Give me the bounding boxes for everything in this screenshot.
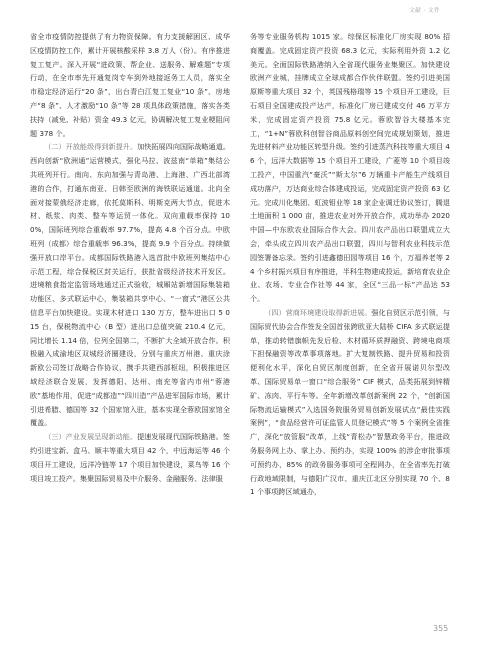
paragraph: 务等专业服务机构 1015 家。综保区标准化厂房实现 80% 招商覆盖。完成固定资产投资 68.3 亿元，实际利用外资 1.2 亿美元。全面国际铁路港纳入全省现代服务业集聚区。加快建设欧洲产业城，挂牌成立全球成都合作伙伴联盟。签约引进美国原斯等重大项目 32 个，英国残格瑞等 15 个项目开工建设，巨石项目全国建成投产达产，标准化厂房已建成交付 46 万平方米，完成固定资产投资 75.8 亿元。蓉欧智谷大楼基本完工，“1+N”蓉欧科创智谷商品原料创空间完成规划策划，推进先进材料产业功能区转型升级。签约引进蒸汽科技等重大项目 46 个，远洋大数据等 15 个项目开工建设，广菱等 10 个项目竣工投产，中国重汽“豪沃”“斯太尔”6 万辆重卡产能生产线项目成功落户，万达商业综合体建成投运，完成固定资产投资 63 亿元。完成川化集团、虹波钼业等 18 家企业调迁协议签订，腾退土地面积 1 000 亩，推进农业对外开放合作，成功举办 2020 中国—中东欧农业国际合作大会。四川农产品出口联盟成立大会，牵头成立四川农产品出口联盟，四川与智利农业科技示范园签署备忘录。签约引进鑫德田园等项目 16 个，万福养老等 24 个乡村振兴项目有序推进，半科生物建成投运，新培育农业企业、农场、专业合作社等 44 家，全区“三品一标”产品达 53 个。	[250, 32, 450, 304]
section-heading: （三）产业发展呈现新动能。	[44, 432, 138, 442]
section-heading: （四）营商环境建设取得新进展。	[264, 307, 372, 317]
section-body: 提速发展现代国际铁路港。签约引进宝新、盒马、顺丰等重大项目 42 个，中远海运等 46 个项目开工建设，远洋冷链等 17 个项目加快建设，菜鸟等 16 个项目竣工投产。集聚国际贸易及中介服务、金融服务、法律服	[30, 432, 230, 483]
article-body	[30, 30, 450, 610]
paragraph	[30, 430, 230, 485]
paragraph: 省全市疫情防控提供了有力物资保障。有力支援解困区、成华区疫情防控工作，累计开展核酸采样 3.8 万人（份）。有序推进复工复产。深入开展“进政策、帮企业、送服务、解难题”专项行动，在全市率先开通复岗专车到外地接返务工人员，落实全市稳定经济运行“20 条”，出台青白江复工复业“10 条”、房地产“8 条”、人才激励“10 条”等 28 项具体政策措施，落实各类扶持（减免、补贴）资金 49.3 亿元，协调解决复工复业梗阻问题 378 个。	[30, 32, 230, 138]
right-column	[250, 30, 450, 499]
paragraph	[250, 306, 450, 499]
section-heading: （二）开放能级得到新提升。	[44, 142, 138, 152]
header-tag: 文献 · 文件	[409, 8, 440, 14]
section-body: 强化自贸区示范引领，与国际贸代协会合作签发全国首张跨欧亚大陆桥 CIFA 多式联运提单，推动转错旗帜先发后检、木材循环质押融资、跨境电商项下担保融资等改革事项落地。扩大复制铁路、提升贸易和投资便利化水平，深化自贸区制度创新，在全省开展诺贝尔型改革、国际贸易单一窗口“综合服务” CIF 模式，品类拓展到锌精矿、冻肉、平行车等。全年新增改革创新案例 22 个，“创新国际物流运输模式”入选国务院服务贸易创新发展试点“最佳实践案例”，“食品经营许可证监管人员登记模式”等 5 个案例全省推广，深化“放管服”改革，上线“青松办”智慧政务平台，推进政务服务网上办、掌上办、预约办，实现 100% 的涉企审批事项可预约办，85% 的政务服务事项可全程网办，在全省率先打破行政地域限制，与德阳广汉市、重庆江北区分别实现 70 个、81 个事项跨区域通办，	[250, 307, 450, 497]
page-number: 355	[433, 624, 449, 633]
left-column	[30, 30, 230, 485]
section-body: 加快拓展四向国际战略通道。西向创新“欧洲通”运营模式，强化马拉、波兹南“单箱”集结公共班列开行。南向、东向加强与青岛港、上海港、广西北部湾港的合作，打通东南亚、日韩至欧洲的海铁联运通道。北向全面对接蒙俄经济走廊，依托莫斯科、明斯克两大节点，促进木材、纸浆、肉类、整车等运贸一体化。双向重载率保持 100%，国际班列综合重载率 97.7%，提高 4.8 个百分点。中欧班列（成都）综合重载率 96.3%，提高 9.9 个百分点。持续做强开放口岸平台。成都国际铁路港入选首批中欧班列集结中心示范工程，综合保税区封关运行，获批省级经济技术开发区。进境粮食指定监管场地通过正式验收，城厢站新增国际集装箱功能区、多式联运中心，集装箱共享中心、“一窗式”港区公共信息平台加快建设。实现木材进口 130 万方，整车进出口 5 015 台，保税物流中心（B 型）进出口总值突破 210.4 亿元，同比增长 1.14 倍，位列全国第二，不断扩大全域开放合作。积极融入成渝地区双城经济圈建设，分别与重庆万州港、重庆涂新欧公司签订战略合作协议，携手共建西部枢纽，积极推进区域经济联合发展，发挥德阳、达州、南充等省内市州“蓉港欧”基地作用，促进“成都造”“四川造”产品进军国际市场，累计引进希腊、德国等 32 个国家馆入驻，基本实现全蓉欧国家馆全覆盖。	[30, 142, 230, 428]
paragraph	[30, 140, 230, 430]
